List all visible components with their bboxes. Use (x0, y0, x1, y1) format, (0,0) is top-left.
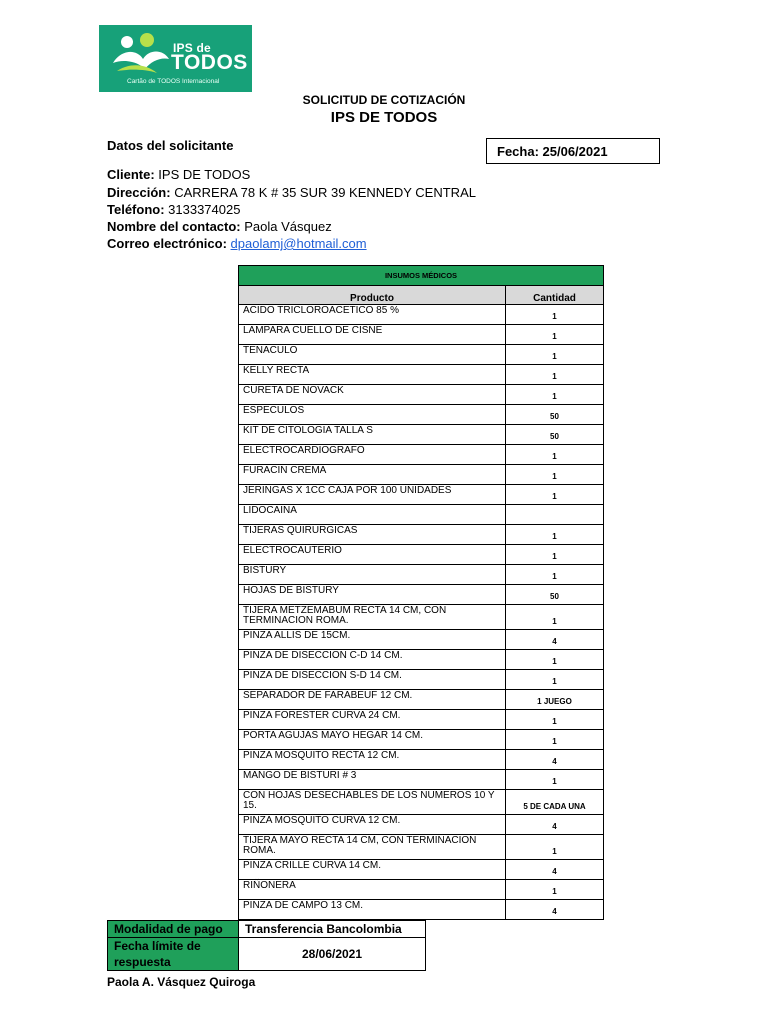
product-cell: TIJERAS QUIRURGICAS (239, 525, 506, 545)
table-column-header-row (239, 286, 604, 305)
response-deadline-row (108, 938, 426, 971)
table-row (239, 485, 604, 505)
table-row (239, 770, 604, 790)
quantity-cell: 4 (506, 630, 604, 650)
table-row (239, 690, 604, 710)
product-cell: PINZA MOSQUITO RECTA 12 CM. (239, 750, 506, 770)
quantity-cell: 1 JUEGO (506, 690, 604, 710)
product-cell: FURACIN CREMA (239, 465, 506, 485)
client-line (107, 166, 250, 183)
quantity-cell: 1 (506, 650, 604, 670)
signature-name: Paola A. Vásquez Quiroga (107, 975, 256, 989)
table-row (239, 900, 604, 920)
date-box: Fecha: 25/06/2021 (486, 138, 660, 164)
table-row (239, 750, 604, 770)
quantity-cell: 50 (506, 425, 604, 445)
product-cell: KELLY RECTA (239, 365, 506, 385)
people-logo-icon (111, 33, 171, 77)
quantity-cell: 1 (506, 770, 604, 790)
quantity-cell: 1 (506, 485, 604, 505)
quantity-cell: 50 (506, 585, 604, 605)
response-deadline-label: Fecha límite de respuesta (108, 938, 239, 971)
document-subtitle: SOLICITUD DE COTIZACIÓN (302, 93, 466, 107)
logo-main-text: TODOS (171, 51, 248, 74)
product-cell: PORTA AGUJAS MAYO HEGAR 14 CM. (239, 730, 506, 750)
contact-value: Paola Vásquez (244, 219, 332, 234)
email-link[interactable]: dpaolamj@hotmail.com (230, 236, 367, 251)
quantity-cell: 1 (506, 730, 604, 750)
table-row (239, 730, 604, 750)
table-row (239, 385, 604, 405)
contact-line (107, 218, 332, 235)
table-row (239, 860, 604, 880)
product-cell: PINZA ALLIS DE 15CM. (239, 630, 506, 650)
product-cell: ACIDO TRICLOROACETICO 85 % (239, 305, 506, 325)
product-cell: PINZA FORESTER CURVA 24 CM. (239, 710, 506, 730)
product-cell: PINZA MOSQUITO CURVA 12 CM. (239, 815, 506, 835)
quantity-cell: 4 (506, 750, 604, 770)
column-header-quantity: Cantidad (506, 286, 604, 305)
quantity-cell: 1 (506, 365, 604, 385)
email-line (107, 235, 367, 252)
quantity-cell: 1 (506, 385, 604, 405)
table-row (239, 325, 604, 345)
phone-value: 3133374025 (168, 202, 241, 217)
quantity-cell: 1 (506, 445, 604, 465)
quantity-cell: 1 (506, 565, 604, 585)
product-cell: HOJAS DE BISTURY (239, 585, 506, 605)
address-line (107, 184, 476, 201)
table-row (239, 650, 604, 670)
applicant-section-label: Datos del solicitante (107, 138, 234, 153)
quantity-cell: 4 (506, 815, 604, 835)
table-row (239, 425, 604, 445)
product-cell: ELECTROCAUTERIO (239, 545, 506, 565)
product-cell: ESPECULOS (239, 405, 506, 425)
product-cell: JERINGAS X 1CC CAJA POR 100 UNIDADES (239, 485, 506, 505)
product-cell: TIJERA METZEMABUM RECTA 14 CM, CON TERMINACION ROMA. (239, 605, 506, 630)
quantity-cell: 1 (506, 880, 604, 900)
table-row (239, 835, 604, 860)
product-cell: PINZA CRILLE CURVA 14 CM. (239, 860, 506, 880)
product-cell: TENACULO (239, 345, 506, 365)
quantity-cell: 1 (506, 465, 604, 485)
product-cell: BISTURY (239, 565, 506, 585)
table-row (239, 815, 604, 835)
payment-method-row (108, 921, 426, 938)
table-row (239, 545, 604, 565)
product-cell: CON HOJAS DESECHABLES DE LOS NUMEROS 10 Y 15. (239, 790, 506, 815)
client-label: Cliente: (107, 167, 155, 182)
table-row (239, 630, 604, 650)
product-cell: LAMPARA CUELLO DE CISNE (239, 325, 506, 345)
table-row (239, 605, 604, 630)
table-row (239, 585, 604, 605)
product-cell: ELECTROCARDIOGRAFO (239, 445, 506, 465)
quantity-cell: 5 DE CADA UNA (506, 790, 604, 815)
quantity-cell (506, 505, 604, 525)
quantity-cell: 1 (506, 835, 604, 860)
logo-top-text: IPS de (173, 41, 211, 55)
quantity-cell: 1 (506, 545, 604, 565)
payment-method-label: Modalidad de pago (108, 921, 239, 938)
table-row (239, 790, 604, 815)
products-table (238, 265, 604, 920)
quantity-cell: 1 (506, 345, 604, 365)
quantity-cell: 1 (506, 710, 604, 730)
product-cell: SEPARADOR DE FARABEUF 12 CM. (239, 690, 506, 710)
quantity-cell: 50 (506, 405, 604, 425)
table-row (239, 710, 604, 730)
table-row (239, 345, 604, 365)
company-logo (99, 25, 252, 92)
product-cell: PINZA DE DISECCION S-D 14 CM. (239, 670, 506, 690)
product-cell: RIÑONERA (239, 880, 506, 900)
quantity-cell: 1 (506, 305, 604, 325)
table-section-header: INSUMOS MÉDICOS (239, 266, 604, 286)
contact-label: Nombre del contacto: (107, 219, 241, 234)
product-cell: KIT DE CITOLOGIA TALLA S (239, 425, 506, 445)
quantity-cell: 4 (506, 860, 604, 880)
quantity-cell: 1 (506, 325, 604, 345)
address-value: CARRERA 78 K # 35 SUR 39 KENNEDY CENTRAL (174, 185, 476, 200)
product-cell: MANGO DE BISTURI # 3 (239, 770, 506, 790)
payment-table (107, 920, 426, 971)
table-section-header-row (239, 266, 604, 286)
table-row (239, 365, 604, 385)
product-cell: LIDOCAINA (239, 505, 506, 525)
table-row (239, 445, 604, 465)
product-cell: PINZA DE DISECCION C-D 14 CM. (239, 650, 506, 670)
table-row (239, 405, 604, 425)
table-row (239, 305, 604, 325)
table-row (239, 670, 604, 690)
document-title: IPS DE TODOS (330, 109, 438, 126)
quantity-cell: 1 (506, 605, 604, 630)
response-deadline-value: 28/06/2021 (239, 938, 426, 971)
quantity-cell: 1 (506, 525, 604, 545)
table-row (239, 465, 604, 485)
payment-method-value: Transferencia Bancolombia (239, 921, 426, 938)
phone-line (107, 201, 240, 218)
quantity-cell: 1 (506, 670, 604, 690)
logo-sub-text: Cartão de TODOS Internacional (127, 78, 220, 85)
product-cell: TIJERA MAYO RECTA 14 CM, CON TERMINACION ROMA. (239, 835, 506, 860)
product-cell: CURETA DE NOVACK (239, 385, 506, 405)
table-row (239, 505, 604, 525)
email-label: Correo electrónico: (107, 236, 227, 251)
phone-label: Teléfono: (107, 202, 165, 217)
table-row (239, 525, 604, 545)
table-row (239, 565, 604, 585)
quantity-cell: 4 (506, 900, 604, 920)
client-value: IPS DE TODOS (158, 167, 251, 182)
column-header-product: Producto (239, 286, 506, 305)
address-label: Dirección: (107, 185, 171, 200)
product-cell: PINZA DE CAMPO 13 CM. (239, 900, 506, 920)
table-row (239, 880, 604, 900)
